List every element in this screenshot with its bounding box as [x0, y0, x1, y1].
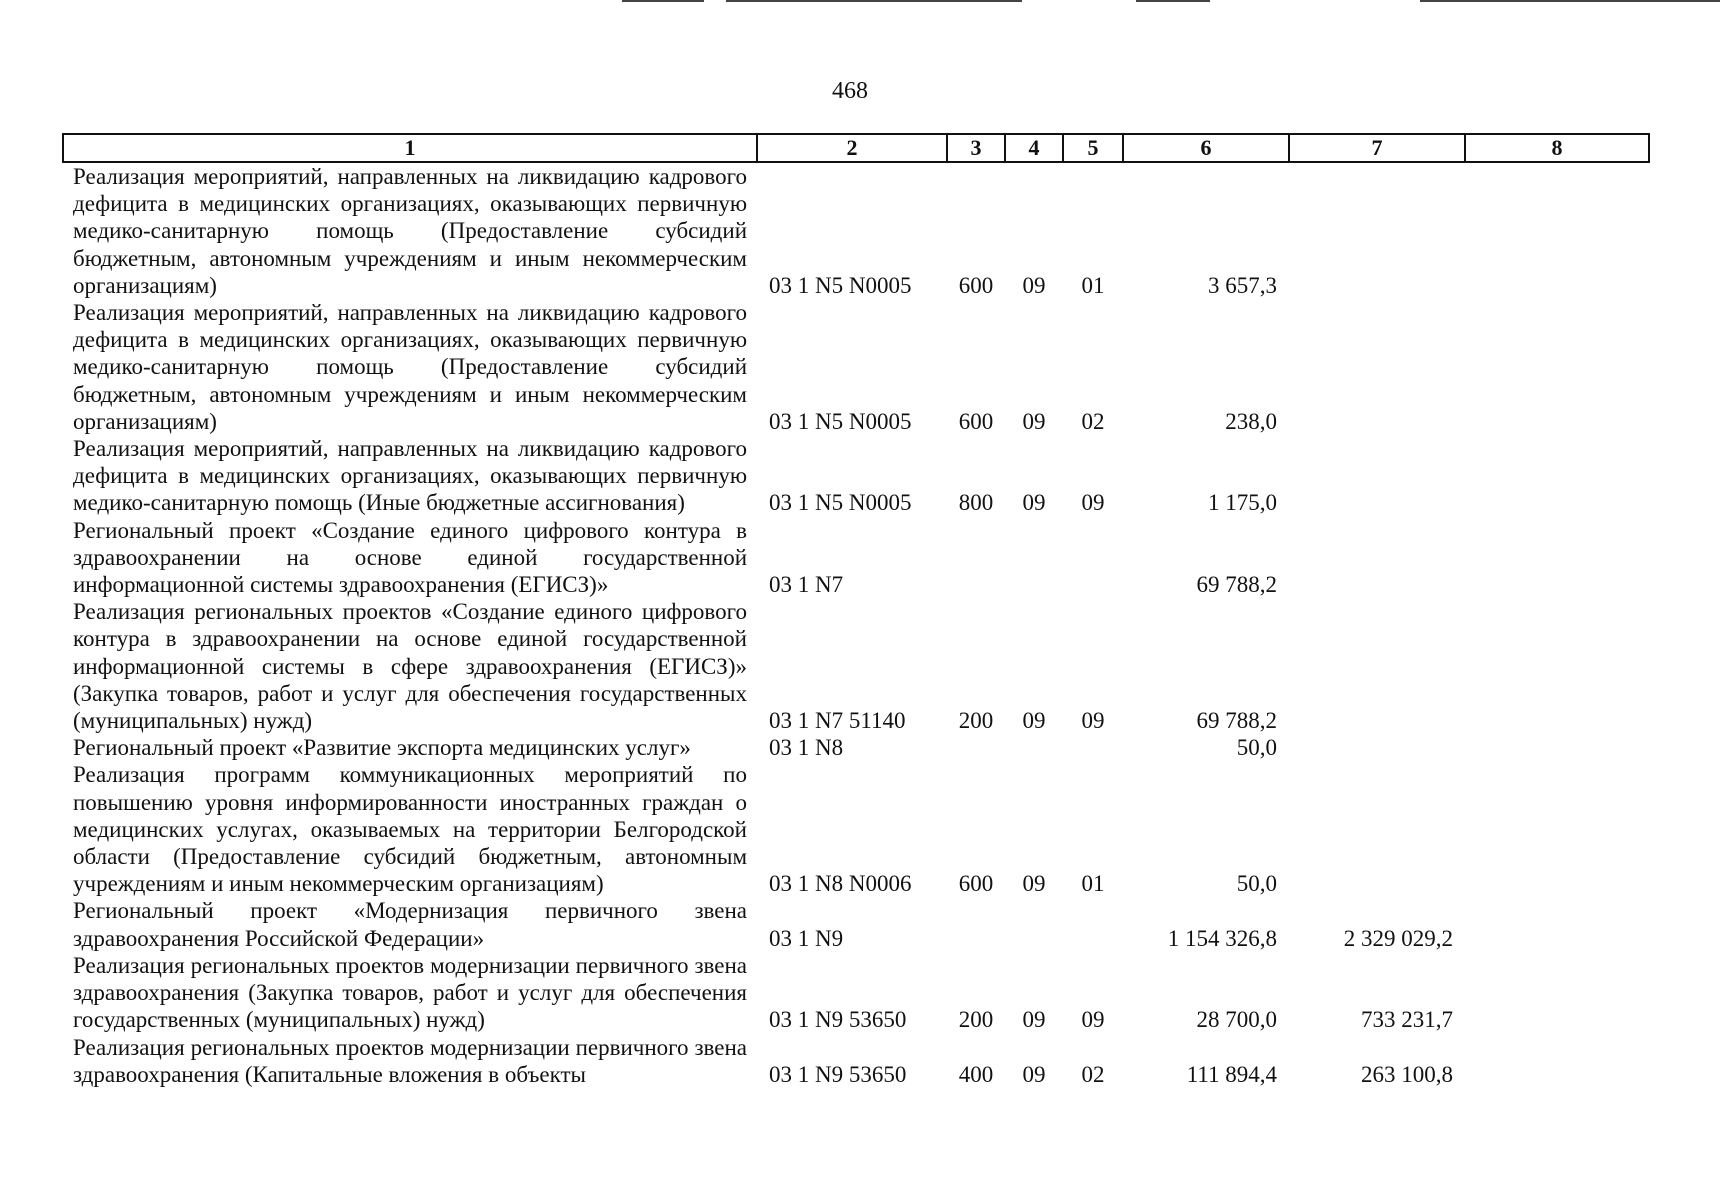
- target-article-code: 03 1 N9 53650: [769, 1007, 907, 1033]
- header-cell-1: 1: [63, 134, 757, 162]
- amount-col-7: [1289, 734, 1465, 761]
- section-code: [1005, 897, 1063, 951]
- header-cell-4: 4: [1005, 134, 1063, 162]
- amount-col-6: 3 657,3: [1208, 272, 1277, 298]
- expense-type: [947, 734, 1005, 761]
- row-description: Реализация мероприятий, направленных на ликвидацию кадрового дефицита в медицинских организациях, оказывающих первичную медико-санитарную помощь (Предоставление субсидий бюджетным, автономным учреждениям и иным некоммерческим организациям): [73, 164, 747, 298]
- subsection-code: 09: [1081, 490, 1105, 516]
- amount-col-6: 69 788,2: [1196, 708, 1277, 734]
- header-row: [63, 134, 1649, 162]
- row-description: Реализация программ коммуникационных мероприятий по повышению уровня информированности иностранных граждан о медицинских услугах, оказываемых на территории Белгородской области (Предоставление субсидий бюджетным, автономным учреждениям и иным некоммерческим организациям): [73, 762, 747, 897]
- target-article-code: 03 1 N5 N0005: [769, 272, 912, 298]
- page-number: 468: [832, 78, 868, 104]
- section-code: [1005, 734, 1063, 761]
- table-row: [63, 598, 1649, 734]
- amount-col-6: 50,0: [1236, 871, 1277, 897]
- section-code: [1005, 517, 1063, 599]
- scan-artifact-lines: [0, 0, 1720, 12]
- target-article-code: 03 1 N5 N0005: [769, 408, 912, 434]
- amount-col-8: [1465, 299, 1649, 435]
- row-description: Региональный проект «Развитие экспорта медицинских услуг»: [73, 735, 691, 761]
- table-row: [63, 897, 1649, 951]
- amount-col-6: 1 175,0: [1208, 490, 1277, 516]
- amount-col-8: [1465, 435, 1649, 517]
- amount-col-7: [1289, 435, 1465, 517]
- subsection-code: 09: [1081, 708, 1105, 734]
- scan-line: [1136, 0, 1210, 2]
- scan-line: [726, 0, 1022, 2]
- expense-type: 400: [958, 1061, 994, 1087]
- header-cell-3: 3: [947, 134, 1005, 162]
- amount-col-8: [1465, 1034, 1649, 1088]
- section-code: 09: [1022, 1007, 1046, 1033]
- amount-col-7: [1289, 299, 1465, 435]
- header-cell-6: 6: [1123, 134, 1289, 162]
- target-article-code: 03 1 N9: [769, 925, 844, 951]
- amount-col-6: 111 894,4: [1186, 1061, 1277, 1087]
- expense-type: 600: [958, 871, 994, 897]
- subsection-code: [1063, 517, 1123, 599]
- subsection-code: [1063, 734, 1123, 761]
- amount-col-7: [1289, 517, 1465, 599]
- scan-line: [1420, 0, 1720, 2]
- section-code: 09: [1022, 871, 1046, 897]
- subsection-code: 02: [1081, 1061, 1105, 1087]
- table-row: [63, 1034, 1649, 1088]
- amount-col-8: [1465, 598, 1649, 734]
- amount-col-7: [1289, 598, 1465, 734]
- section-code: 09: [1022, 272, 1046, 298]
- section-code: 09: [1022, 1061, 1046, 1087]
- table-row: [63, 761, 1649, 897]
- amount-col-6: 69 788,2: [1196, 572, 1277, 598]
- expense-type: [947, 897, 1005, 951]
- amount-col-7: [1289, 162, 1465, 299]
- row-description: Реализация региональных проектов модернизации первичного звена здравоохранения (Закупка товаров, работ и услуг для обеспечения государственных (муниципальных) нужд): [73, 952, 747, 1033]
- table-row: [63, 734, 1649, 761]
- amount-col-8: [1465, 952, 1649, 1034]
- table-header: [63, 134, 1649, 162]
- table-row: [63, 435, 1649, 517]
- amount-col-6: 50,0: [1236, 735, 1277, 761]
- row-description: Реализация мероприятий, направленных на ликвидацию кадрового дефицита в медицинских организациях, оказывающих первичную медико-санитарную помощь (Предоставление субсидий бюджетным, автономным учреждениям и иным некоммерческим организациям): [73, 300, 747, 434]
- header-cell-8: 8: [1465, 134, 1649, 162]
- amount-col-8: [1465, 517, 1649, 599]
- target-article-code: 03 1 N7 51140: [769, 708, 906, 734]
- row-description: Региональный проект «Создание единого цифрового контура в здравоохранении на основе единой государственной информационной системы здравоохранения (ЕГИСЗ)»: [73, 517, 747, 598]
- section-code: 09: [1022, 708, 1046, 734]
- scan-line: [622, 0, 704, 2]
- target-article-code: 03 1 N8 N0006: [769, 871, 912, 897]
- target-article-code: 03 1 N9 53650: [769, 1061, 907, 1087]
- header-cell-7: 7: [1289, 134, 1465, 162]
- section-code: 09: [1022, 490, 1046, 516]
- expense-type: 600: [958, 272, 994, 298]
- row-description: Реализация региональных проектов модернизации первичного звена здравоохранения (Капитальные вложения в объекты: [73, 1034, 747, 1087]
- amount-col-8: [1465, 761, 1649, 897]
- amount-col-7: 733 231,7: [1361, 1007, 1453, 1033]
- row-description: Реализация мероприятий, направленных на ликвидацию кадрового дефицита в медицинских организациях, оказывающих первичную медико-санитарную помощь (Иные бюджетные ассигнования): [73, 436, 747, 516]
- target-article-code: 03 1 N7: [769, 572, 844, 598]
- row-description: Региональный проект «Модернизация первичного звена здравоохранения Российской Федерации»: [73, 898, 747, 951]
- amount-col-8: [1465, 162, 1649, 299]
- expense-type: 200: [958, 1007, 994, 1033]
- table-row: [63, 517, 1649, 599]
- row-description: Реализация региональных проектов «Создание единого цифрового контура в здравоохранении на основе единой государственной информационной системы в сфере здравоохранения (ЕГИСЗ)» (Закупка товаров, работ и услуг для обеспечения государственных (муниципальных) нужд): [73, 599, 747, 734]
- header-cell-5: 5: [1063, 134, 1123, 162]
- expense-type: 600: [958, 408, 994, 434]
- table-row: [63, 299, 1649, 435]
- expense-type: 200: [958, 708, 994, 734]
- subsection-code: [1063, 897, 1123, 951]
- header-cell-2: 2: [757, 134, 947, 162]
- amount-col-8: [1465, 734, 1649, 761]
- amount-col-6: 28 700,0: [1196, 1007, 1277, 1033]
- amount-col-7: [1289, 761, 1465, 897]
- subsection-code: 02: [1081, 408, 1105, 434]
- amount-col-8: [1465, 897, 1649, 951]
- subsection-code: 01: [1081, 272, 1105, 298]
- table-row: [63, 162, 1649, 299]
- expense-type: [947, 517, 1005, 599]
- subsection-code: 09: [1081, 1007, 1105, 1033]
- target-article-code: 03 1 N5 N0005: [769, 490, 912, 516]
- target-article-code: 03 1 N8: [769, 735, 844, 761]
- table-body: [63, 162, 1649, 1088]
- table-row: [63, 952, 1649, 1034]
- subsection-code: 01: [1081, 871, 1105, 897]
- section-code: 09: [1022, 408, 1046, 434]
- amount-col-6: 1 154 326,8: [1167, 925, 1277, 951]
- budget-table: [62, 133, 1650, 1088]
- amount-col-6: 238,0: [1225, 408, 1277, 434]
- amount-col-7: 2 329 029,2: [1343, 925, 1453, 951]
- amount-col-7: 263 100,8: [1361, 1061, 1453, 1087]
- expense-type: 800: [958, 490, 994, 516]
